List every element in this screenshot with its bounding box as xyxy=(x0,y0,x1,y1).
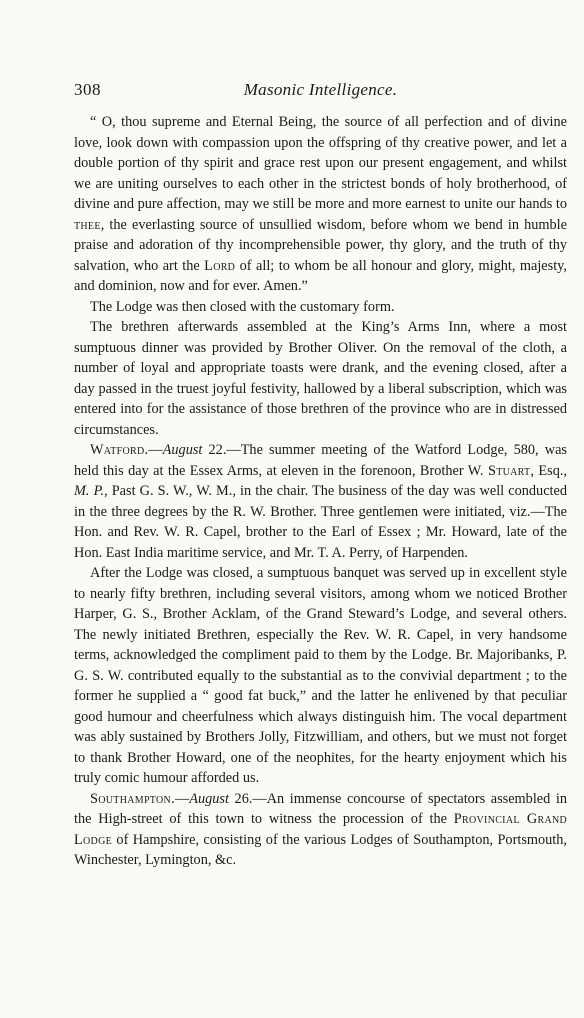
prayer-text: “ O, thou supreme and Eternal Being, the source of all perfection and of divine love, look down with compassion upon the offspring of thy creative power, and let a double portion of thy spirit and grace rest upon our present engagement, and whilst we are uniting ourselves to each other in the strictest bonds of holy brotherhood, of divine and pure affection, may we still be more and more earnest to unite our hands to xyxy=(74,114,567,212)
prayer-lord: Lord xyxy=(204,257,236,274)
watford-date: August xyxy=(162,442,203,458)
southampton-day: 26. xyxy=(228,790,253,807)
watford-text-b: , Esq., xyxy=(530,462,568,479)
watford-text-c: , Past G. S. W., W. M., in the chair. The business of the day was well conducted in the three degrees by the R. W. Brother. Three gentlemen were initiated, viz.—The Hon. and Rev. W. R. Capel, brother to the Earl of Essex ; Mr. Howard, late of the Hon. East India maritime service, and Mr. T. A. Perry, of Harpenden. xyxy=(74,483,567,561)
running-head xyxy=(74,80,567,102)
southampton-place: Southampton. xyxy=(90,790,175,807)
paragraph-banquet: After the Lodge was closed, a sumptuous banquet was served up in excellent style to nearly fifty brethren, including several visitors, among whom we noticed Brother Harper, G. S., Brother Acklam, of the Grand Steward’s Lodge, and several others. The newly initiated Brethren, especially the Rev. W. R. Capel, in very handsome terms, acknowledged the compliment paid to them by the Lodge. Br. Majoribanks, P. G. S. W. contributed equally to the substantial as to the convivial department ; to the former he supplied a “ good fat buck,” and the latter he enlivened by that peculiar good humour and cheerfulness which always distinguish him. The vocal department was ably sustained by Brothers Jolly, Fitzwilliam, and others, but we must not forget to thank Brother Howard, one of the neophites, for the hearty enjoyment which his truly comic humour afforded us. xyxy=(74,565,567,786)
prayer-end: of all; to whom be all honour and glory, might, majesty, and dominion, now and for ever. Amen.” xyxy=(74,257,567,294)
watford-dash: — xyxy=(148,442,163,458)
paragraph-southampton xyxy=(74,789,567,871)
paragraph-watford xyxy=(74,440,567,563)
prayer-mid: , the everlasting source of unsullied wisdom, before whom we bend in humble praise and adoration of thy incomprehensible power, thy glory, and the truth of thy salvation, who art the xyxy=(74,216,567,274)
paragraph-lodge-closed: The Lodge was then closed with the customary form. xyxy=(90,298,395,315)
southampton-pgl: Provincial Grand Lodge xyxy=(74,811,568,848)
prayer-thee: thee xyxy=(74,216,101,233)
watford-mp: M. P. xyxy=(74,483,105,499)
running-title: Masonic Intelligence. xyxy=(243,80,398,99)
watford-day: 22. xyxy=(202,442,227,458)
body-text xyxy=(74,112,567,871)
southampton-text-a: —An immense concourse of spectators assembled in the High-street of this town to witness the procession of the xyxy=(74,790,567,827)
southampton-text-b: of Hampshire, consisting of the various Lodges of Southampton, Portsmouth, Winchester, Lymington, &c. xyxy=(74,831,567,868)
watford-place: Watford. xyxy=(90,442,149,458)
watford-stuart: Stuart xyxy=(487,462,531,479)
page-number: 308 xyxy=(74,80,101,99)
paragraph-prayer xyxy=(74,112,567,297)
watford-text-a: —The summer meeting of the Watford Lodge, 580, was held this day at the Essex Arms, at eleven in the forenoon, Brother W. xyxy=(74,442,567,479)
paragraph-brethren-dinner: The brethren afterwards assembled at the King’s Arms Inn, where a most sumptuous dinner was provided by Brother Oliver. On the removal of the cloth, a number of loyal and appropriate toasts were drank, and the evening closed, after a day passed in the truest joyful festivity, hallowed by a liberal subscription, which was entered into for the assistance of those brethren of the province who are in distressed circumstances. xyxy=(74,319,567,438)
southampton-dash: — xyxy=(174,790,190,807)
southampton-date: August xyxy=(189,790,229,807)
